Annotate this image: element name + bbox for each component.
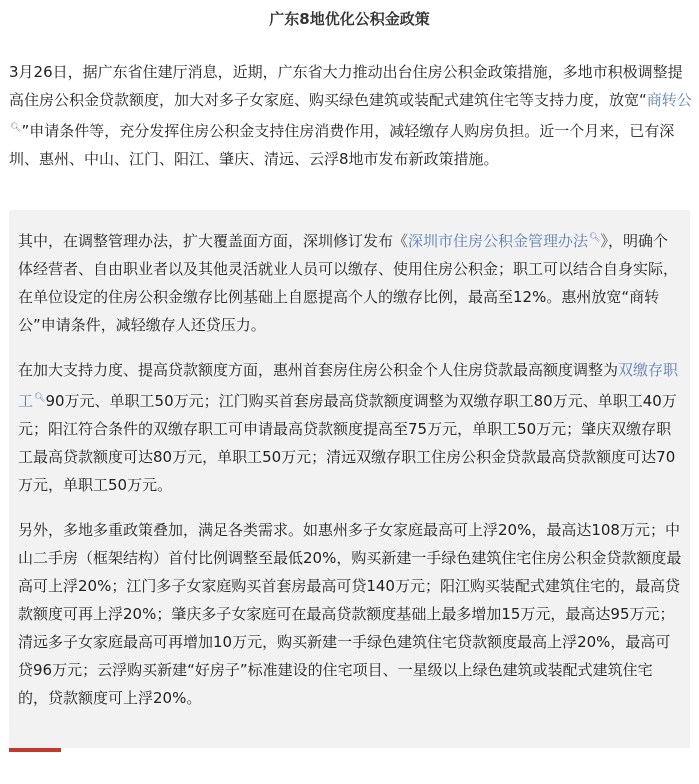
quote-block — [9, 210, 690, 748]
shenzhen-regulation-link[interactable] — [408, 232, 600, 250]
search-icon: 🔍︎ — [10, 123, 22, 133]
shangzhuangong-link-label: 商转公 — [646, 91, 692, 109]
paragraph-loan-limits — [18, 356, 682, 499]
dual-depositor-link-label: 双缴存职工 — [18, 361, 679, 410]
intro-text-start: 3月26日，据广东省住建厅消息，近期，广东省大力推动出台住房公积金政策措施，多地市积极调整提高住房公积金贷款额度，加大对多子女家庭、购买绿色建筑或装配式建筑住宅等支持力度，放宽“ — [9, 63, 683, 109]
search-icon: 🔍︎ — [34, 393, 46, 403]
article-title: 广东8地优化公积金政策 — [269, 10, 430, 28]
shenzhen-regulation-link-label: 深圳市住房公积金管理办法 — [408, 232, 589, 250]
intro-paragraph — [9, 58, 693, 173]
accent-bar — [9, 748, 61, 752]
intro-text-end: ”申请条件等，充分发挥住房公积金支持住房消费作用，减轻缴存人购房负担。近一个月来，已有深圳、惠州、中山、江门、阳江、肇庆、清远、云浮8地市发布新政策措施。 — [9, 122, 675, 168]
search-icon: 🔍︎ — [589, 233, 601, 243]
paragraph-management-start: 其中，在调整管理办法，扩大覆盖面方面，深圳修订发布《 — [18, 232, 409, 250]
paragraph-management-end: 》，明确个体经营者、自由职业者以及其他灵活就业人员可以缴存、使用住房公积金；职工可以结合自身实际，在单位设定的住房公积金缴存比例基础上自愿提高个人的缴存比例，最高至12%。惠州放宽“商转公”申请条件，减轻缴存人还贷压力。 — [18, 232, 679, 334]
paragraph-policy-stacking: 另外，多地多重政策叠加，满足各类需求。如惠州多子女家庭最高可上浮20%，最高达108万元；中山二手房（框架结构）首付比例调整至最低20%，购买新建一手绿色建筑住宅住房公积金贷款额度最高可上浮20%；江门多子女家庭购买首套房最高可贷140万元；阳江购买装配式建筑住宅的，最高贷款额度可再上浮20%；肇庆多子女家庭可在最高贷款额度基础上最多增加15万元，最高达95万元；清远多子女家庭最高可再增加10万元，购买新建一手绿色建筑住宅贷款额度最高上浮20%，最高可贷96万元；云浮购买新建“好房子”标准建设的住宅项目、一星级以上绿色建筑或装配式建筑住宅的，贷款额度可上浮20%。 — [18, 521, 682, 707]
paragraph-loan-limits-end: 90万元、单职工50万元；江门购买首套房最高贷款额度调整为双缴存职工80万元、单职工40万元；阳江符合条件的双缴存职工可申请最高贷款额度提高至75万元，单职工50万元；肇庆双缴存职工最高贷款额度可达80万元，单职工50万元；清远双缴存职工住房公积金贷款最高贷款额度可达70万元，单职工50万元。 — [18, 392, 677, 494]
paragraph-management — [18, 224, 682, 339]
paragraph-loan-limits-start: 在加大支持力度、提高贷款额度方面，惠州首套房住房公积金个人住房贷款最高额度调整为 — [18, 361, 619, 379]
